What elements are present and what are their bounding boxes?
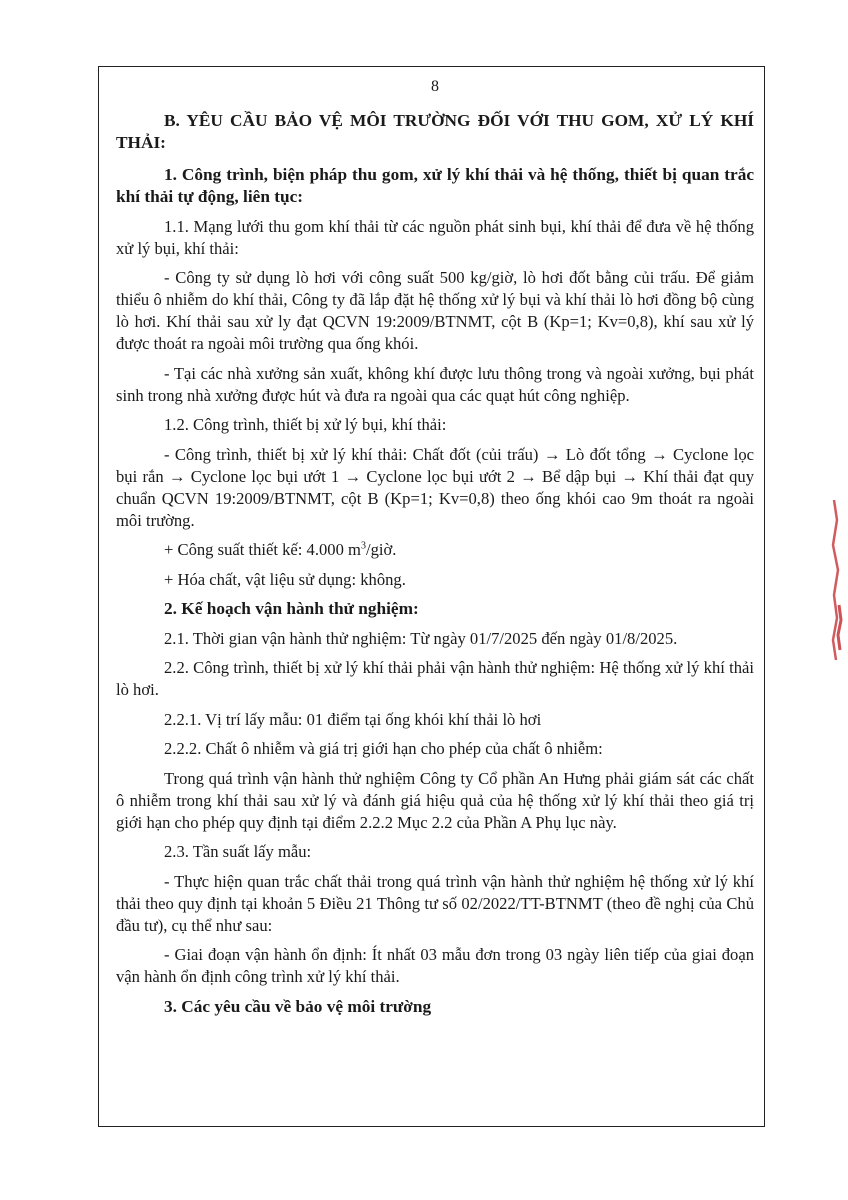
item-2-3-paragraph-2: - Giai đoạn vận hành ổn định: Ít nhất 03 mẫu đơn trong 03 ngày liên tiếp của giai đoạn vận hành ổn định công trình xử lý khí thải. <box>116 945 754 986</box>
capacity-suffix: /giờ. <box>365 540 397 559</box>
red-stamp-edge <box>826 500 844 660</box>
item-2-2-1: 2.2.1. Vị trí lấy mẫu: 01 điểm tại ống khói khí thải lò hơi <box>164 709 542 729</box>
capacity-prefix: + Công suất thiết kế: 4.000 m <box>164 540 361 559</box>
item-1-1-paragraph-1: - Công ty sử dụng lò hơi với công suất 500 kg/giờ, lò hơi đốt bằng củi trấu. Để giảm thiểu ô nhiễm do khí thải, Công ty đã lắp đặt hệ thống xử lý bụi và khí thải lò hơi đồng bộ cùng lò hơi. Khí thải sau xử ly đạt QCVN 19:2009/BTNMT, cột B (Kp=1; Kv=0,8), khí sau xử lý được thoát ra ngoài môi trường qua ống khói. <box>116 268 754 353</box>
section-b-title: B. YÊU CẦU BẢO VỆ MÔI TRƯỜNG ĐỐI VỚI THU GOM, XỬ LÝ KHÍ THẢI: <box>116 111 754 152</box>
item-2-2: 2.2. Công trình, thiết bị xử lý khí thải phải vận hành thử nghiệm: Hệ thống xử lý khí thải lò hơi. <box>116 658 754 699</box>
item-2-2-2-paragraph-1: Trong quá trình vận hành thử nghiệm Công ty Cổ phần An Hưng phải giám sát các chất ô nhiễm trong khí thải sau xử lý và đánh giá hiệu quả của hệ thống xử lý khí thải theo giá trị giới hạn cho phép quy định tại điểm 2.2.2 Mục 2.2 của Phần A Phụ lục này. <box>116 768 754 832</box>
item-3-title: 3. Các yêu cầu về bảo vệ môi trường <box>164 996 432 1016</box>
item-2-2-2: 2.2.2. Chất ô nhiễm và giá trị giới hạn cho phép của chất ô nhiễm: <box>164 739 603 758</box>
page-number: 8 <box>431 78 439 95</box>
item-2-title: 2. Kế hoạch vận hành thử nghiệm: <box>164 599 419 618</box>
item-2-3: 2.3. Tần suất lấy mẫu: <box>164 842 312 861</box>
chemicals-used: + Hóa chất, vật liệu sử dụng: không. <box>164 569 406 589</box>
item-1-title: 1. Công trình, biện pháp thu gom, xử lý khí thải và hệ thống, thiết bị quan trắc khí thải tự động, liên tục: <box>116 165 754 206</box>
item-1-1: 1.1. Mạng lưới thu gom khí thải từ các nguồn phát sinh bụi, khí thải để đưa về hệ thống xử lý bụi, khí thải: <box>116 216 754 258</box>
item-1-1-paragraph-2: - Tại các nhà xưởng sản xuất, không khí được lưu thông trong và ngoài xưởng, bụi phát sinh trong nhà xưởng được hút và đưa ra ngoài qua các quạt hút công nghiệp. <box>116 363 754 405</box>
item-1-2-paragraph-1: - Công trình, thiết bị xử lý khí thải: Chất đốt (củi trấu) → Lò đốt tổng → Cyclone lọc bụi rắn → Cyclone lọc bụi ướt 1 → Cyclone lọc bụi ướt 2 → Bể dập bụi → Khí thải đạt quy chuẩn QCVN 19:2009/BTNMT, cột B (Kp=1; Kv=0,8) theo ống khói cao 9m thoát ra ngoài môi trường. <box>116 444 754 530</box>
item-2-3-paragraph-1: - Thực hiện quan trắc chất thải trong quá trình vận hành thử nghiệm hệ thống xử lý khí thải theo quy định tại khoản 5 Điều 21 Thông tư số 02/2022/TT-BTNMT (theo đề nghị của Chủ đầu tư), cụ thể như sau: <box>116 871 754 935</box>
document-body <box>116 76 754 1025</box>
design-capacity <box>116 539 754 561</box>
item-1-2: 1.2. Công trình, thiết bị xử lý bụi, khí thải: <box>164 415 447 434</box>
item-2-1: 2.1. Thời gian vận hành thử nghiệm: Từ ngày 01/7/2025 đến ngày 01/8/2025. <box>164 628 678 648</box>
capacity-superscript: 3 <box>360 540 366 552</box>
